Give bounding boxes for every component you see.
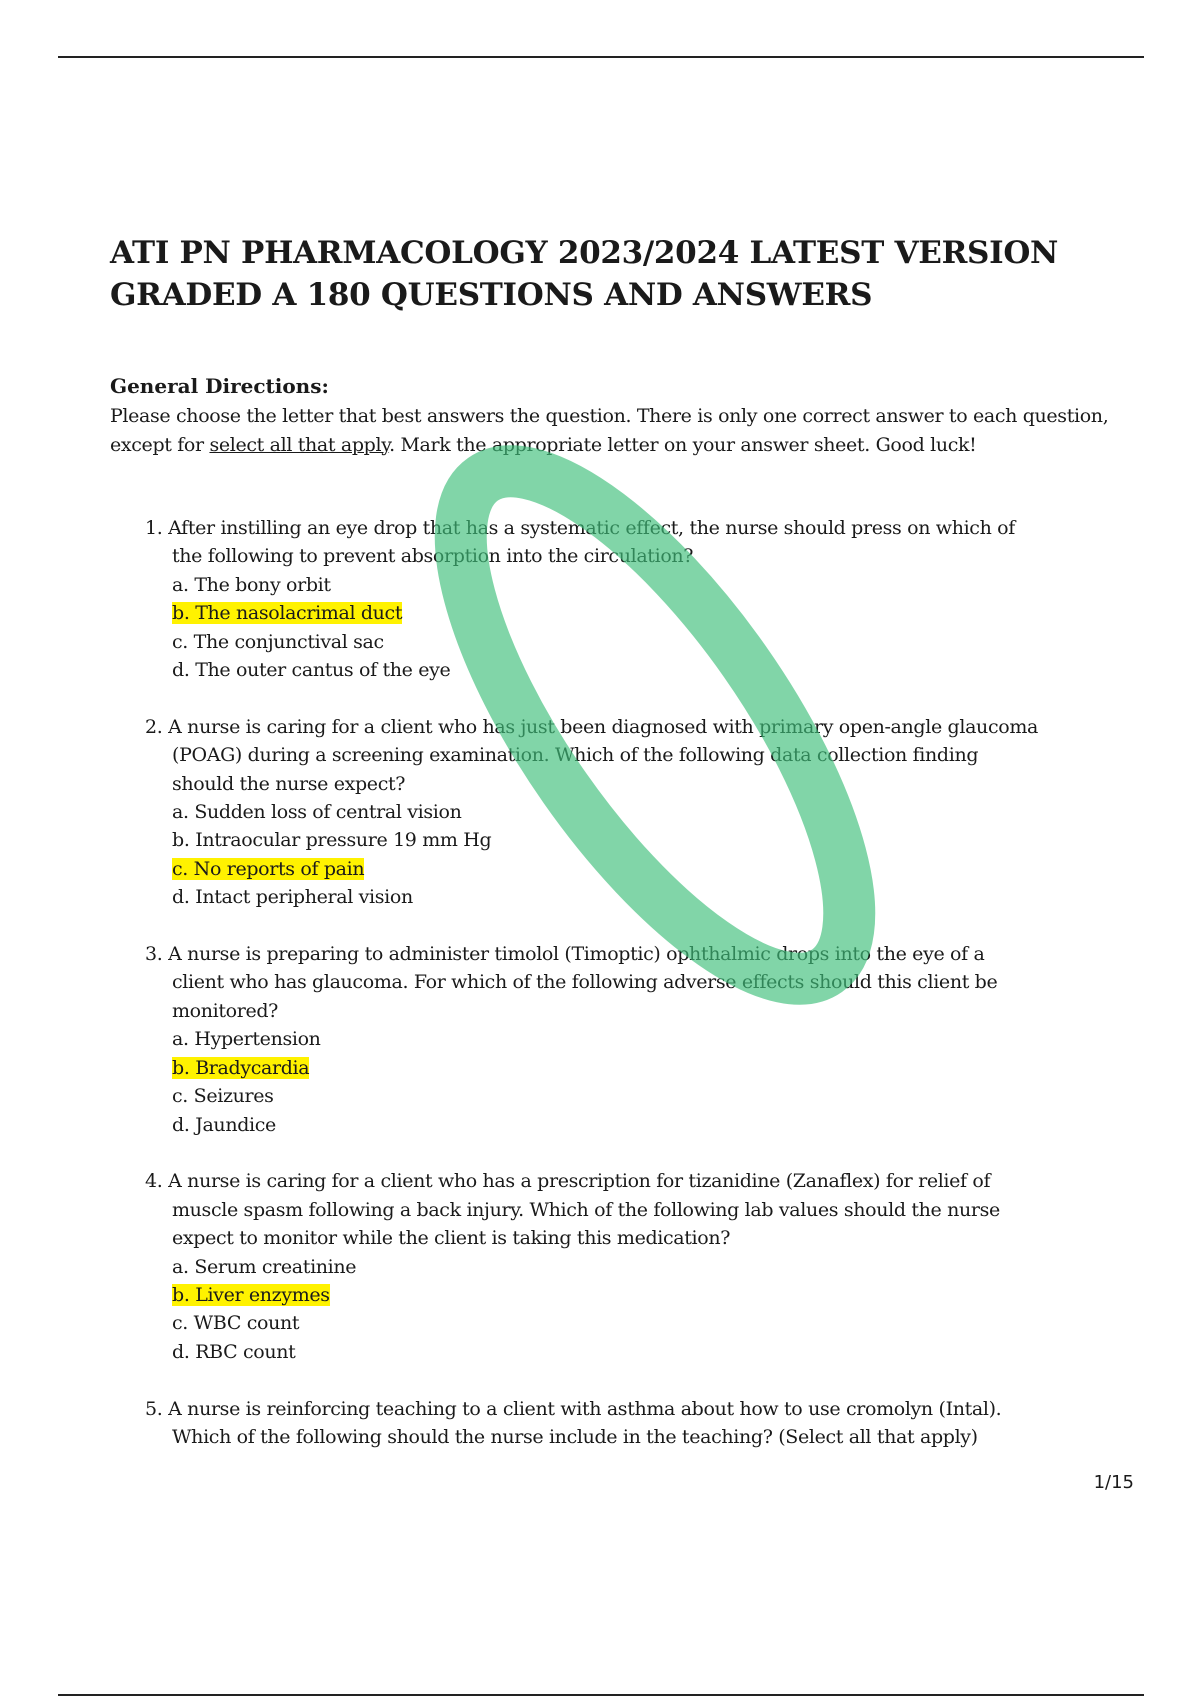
answer-choice-text: a. The bony orbit [172,573,331,596]
question-stem-line: 4. A nurse is caring for a client who has a prescription for tizanidine (Zanaflex) for relief of [145,1170,991,1193]
answer-choice [145,1309,1135,1337]
answer-choices [145,1253,1135,1367]
question-stem-line: 2. A nurse is caring for a client who has just been diagnosed with primary open-angle glaucoma [145,715,1038,738]
answer-choice [145,599,1135,627]
answer-choice-text: c. The conjunctival sac [172,630,384,653]
answer-choice-text: c. Seizures [172,1085,274,1108]
answer-choice [145,1338,1135,1366]
question-stem-line: 3. A nurse is preparing to administer timolol (Timoptic) ophthalmic drops into the eye of a [145,943,985,966]
question-stem [145,713,1135,798]
question-stem-line: 1. After instilling an eye drop that has a systematic effect, the nurse should press on which of [145,517,1015,539]
answer-choice [145,1054,1135,1082]
question-stem-line: monitored? [172,999,279,1022]
question-stem-line: the following to prevent absorption into the circulation? [172,545,694,568]
answer-choice [145,1281,1135,1309]
answer-choice [145,571,1135,599]
directions-text [110,402,1120,459]
question-stem-line: client who has glaucoma. For which of the following adverse effects should this client be [172,971,998,994]
answer-choice-text: d. Jaundice [172,1113,276,1136]
question-stem [145,1395,1135,1452]
top-rule [58,56,1144,58]
answer-choice-text: b. Intraocular pressure 19 mm Hg [172,829,492,852]
question-item [145,713,1135,912]
answer-choice-text: a. Sudden loss of central vision [172,801,462,824]
answer-choice-text: d. The outer cantus of the eye [172,659,451,682]
answer-choice [145,656,1135,684]
document-title [110,232,1110,316]
directions-text-before: Please choose the letter that best answers the question. There is only one correct answer to each question, except for [110,405,1109,456]
question-stem-line: (POAG) during a screening examination. Which of the following data collection finding [172,744,979,767]
question-item [145,940,1135,1139]
answer-choices [145,571,1135,685]
question-stem [145,940,1135,1025]
question-stem-line: expect to monitor while the client is taking this medication? [172,1227,731,1250]
answer-choice [145,1025,1135,1053]
question-list [145,514,1135,1480]
answer-choices [145,798,1135,912]
correct-answer-highlight: c. No reports of pain [172,857,365,880]
answer-choice [145,798,1135,826]
directions-text-after: . Mark the appropriate letter on your answer sheet. Good luck! [389,433,977,456]
answer-choices [145,1025,1135,1139]
answer-choice [145,1082,1135,1110]
page-number: 1/15 [1093,1472,1134,1493]
answer-choice-text: d. Intact peripheral vision [172,886,413,909]
answer-choice [145,855,1135,883]
answer-choice-text: a. Hypertension [172,1028,321,1051]
question-stem [145,1167,1135,1252]
correct-answer-highlight: b. The nasolacrimal duct [172,602,403,625]
answer-choice [145,1111,1135,1139]
bottom-rule [58,1694,1144,1696]
answer-choice-text: d. RBC count [172,1340,296,1363]
question-stem-line: muscle spasm following a back injury. Which of the following lab values should the nurse [172,1198,1000,1221]
answer-choice-text: c. WBC count [172,1312,300,1335]
directions-heading: General Directions: [110,374,329,398]
answer-choice [145,883,1135,911]
answer-choice [145,1253,1135,1281]
question-stem-line: should the nurse expect? [172,772,406,795]
correct-answer-highlight: b. Bradycardia [172,1056,310,1079]
question-stem-line: Which of the following should the nurse include in the teaching? (Select all that apply) [172,1425,978,1448]
document-title-line-2: GRADED A 180 QUESTIONS AND ANSWERS [110,277,873,313]
answer-choice [145,628,1135,656]
question-stem [145,514,1135,571]
question-item [145,1167,1135,1366]
question-item [145,514,1135,684]
correct-answer-highlight: b. Liver enzymes [172,1283,330,1306]
question-stem-line: 5. A nurse is reinforcing teaching to a client with asthma about how to use cromolyn (Intal). [145,1397,1002,1420]
answer-choice [145,826,1135,854]
select-all-underlined: select all that apply [209,433,390,456]
question-item [145,1395,1135,1452]
document-title-line-1: ATI PN PHARMACOLOGY 2023/2024 LATEST VERSION [110,235,1059,271]
answer-choice-text: a. Serum creatinine [172,1255,357,1278]
